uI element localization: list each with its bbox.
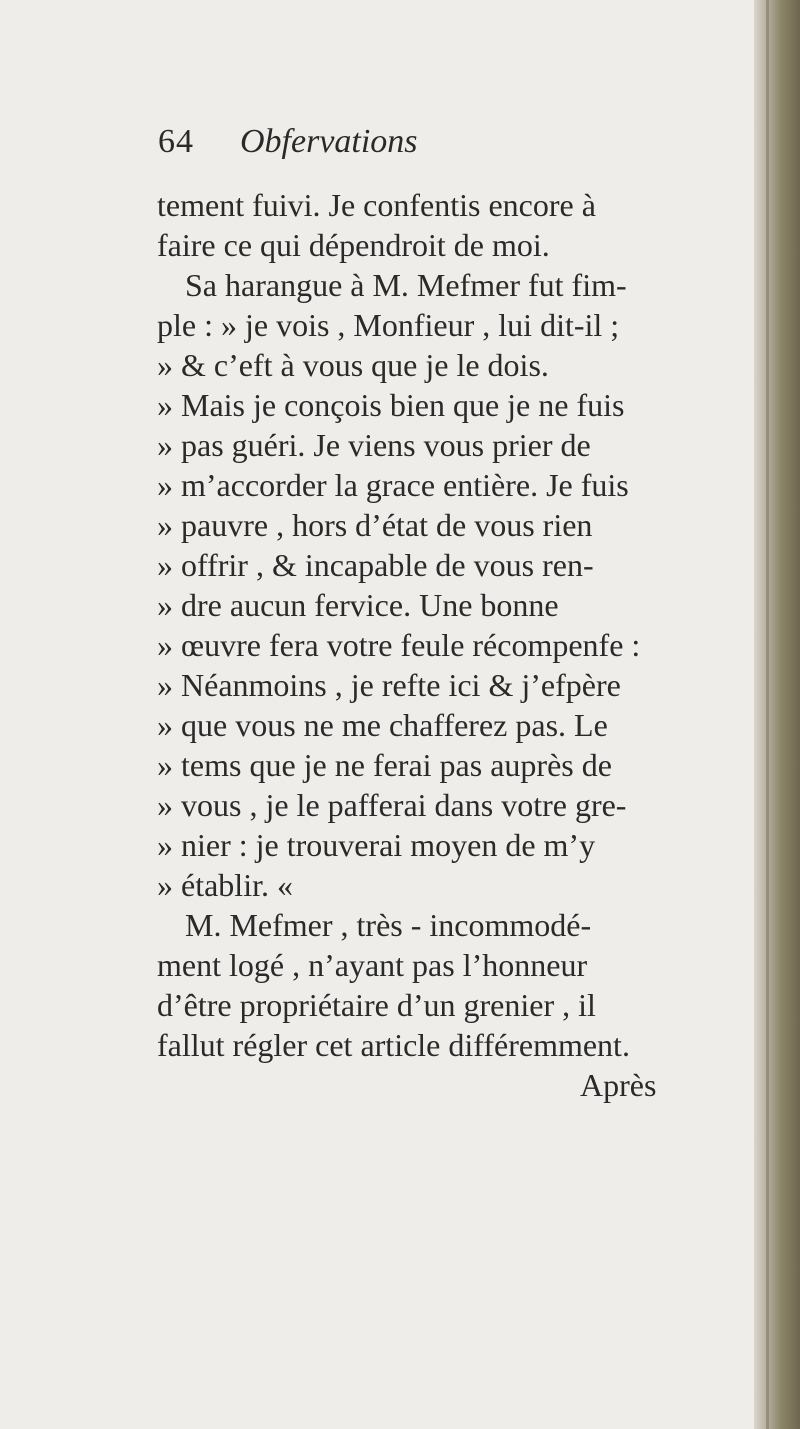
text-line: » Néanmoins , je refte ici & j’efpère — [157, 667, 621, 703]
text-line: » pauvre , hors d’état de vous rien — [157, 507, 593, 543]
text-line: » offrir , & incapable de vous ren- — [157, 547, 594, 583]
text-line: » nier : je trouverai moyen de m’y — [157, 827, 596, 863]
text-line: » établir. « — [157, 867, 293, 903]
text-line: tement fuivi. Je confentis encore à — [157, 187, 596, 223]
text-line: » & c’eft à vous que je le dois. — [157, 347, 549, 383]
page-binding-edge — [754, 0, 800, 1429]
text-line: ple : » je vois , Monfieur , lui dit-il ; — [157, 307, 620, 343]
running-head-title: Obfervations — [240, 123, 418, 160]
catchword: Après — [580, 1067, 657, 1103]
page-number: 64 — [158, 123, 194, 160]
text-line: Sa harangue à M. Mefmer fut fim- — [185, 267, 627, 303]
text-line: » pas guéri. Je viens vous prier de — [157, 427, 591, 463]
text-line: faire ce qui dépendroit de moi. — [157, 227, 550, 263]
text-line: fallut régler cet article différemment. — [157, 1027, 630, 1063]
text-line: » œuvre fera votre feule récompenfe : — [157, 627, 641, 663]
text-line: » dre aucun fervice. Une bonne — [157, 587, 559, 623]
text-line: M. Mefmer , très - incommodé- — [185, 907, 592, 943]
text-line: d’être propriétaire d’un grenier , il — [157, 987, 596, 1023]
text-line: » tems que je ne ferai pas auprès de — [157, 747, 612, 783]
text-line: » vous , je le pafferai dans votre gre- — [157, 787, 627, 823]
text-line: » m’accorder la grace entière. Je fuis — [157, 467, 629, 503]
text-line: » Mais je conçois bien que je ne fuis — [157, 387, 625, 423]
text-line: ment logé , n’ayant pas l’honneur — [157, 947, 588, 983]
text-line: » que vous ne me chafferez pas. Le — [157, 707, 608, 743]
